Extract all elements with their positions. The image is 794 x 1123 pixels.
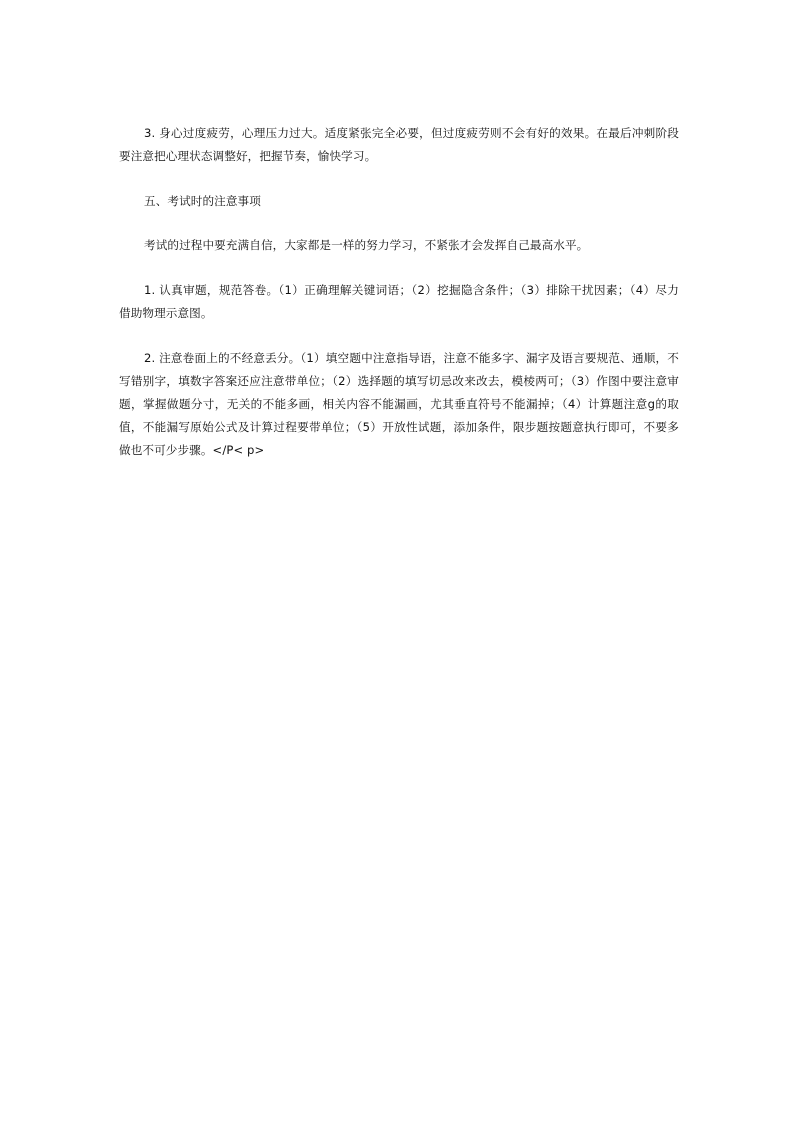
section-heading-exam-notes: 五、考试时的注意事项 [144, 194, 261, 208]
paragraph-avoid-losing-points: 2. 注意卷面上的不经意丢分。（1）填空题中注意指导语，注意不能多字、漏字及语言要规范、通顺，不写错别字，填数字答案还应注意带单位；（2）选择题的填写切忌改来改去，模棱两可；（3）作图中要注意审题，掌握做题分寸，无关的不能多画，相关内容不能漏画，尤其垂直符号不能漏掉；（4）计算题注意g的取值，不能漏写原始公式及计算过程要带单位；（5）开放性试题，添加条件，限步题按题意执行即可，不要多做也不可少步骤。</P< p> [119, 351, 679, 457]
document-body [119, 122, 679, 462]
paragraph-careful-reading: 1. 认真审题，规范答卷。（1）正确理解关键词语；（2）挖掘隐含条件；（3）排除干扰因素；（4）尽力借助物理示意图。 [119, 283, 679, 320]
paragraph-fatigue: 3. 身心过度疲劳，心理压力过大。适度紧张完全必要，但过度疲劳则不会有好的效果。在最后冲刺阶段要注意把心理状态调整好，把握节奏，愉快学习。 [119, 126, 679, 163]
paragraph-confidence: 考试的过程中要充满自信，大家都是一样的努力学习，不紧张才会发挥自己最高水平。 [144, 238, 589, 252]
